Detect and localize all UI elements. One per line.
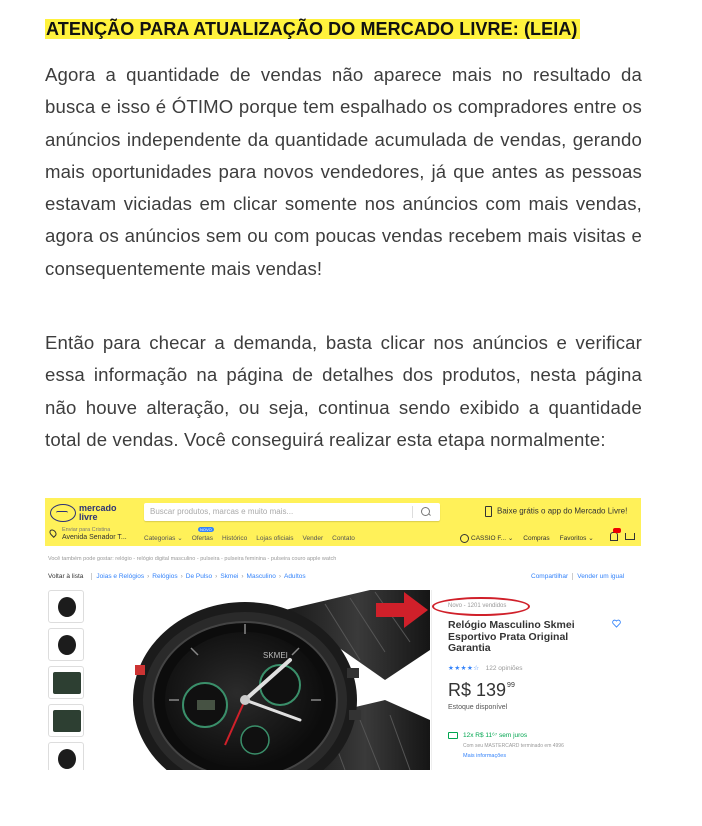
share-link[interactable]: Compartilhar [531, 573, 569, 581]
product-price [448, 680, 515, 701]
watch-thumbnail-image [53, 710, 81, 732]
credit-card-icon [448, 732, 458, 739]
more-info-link[interactable]: Mais informações [463, 753, 507, 759]
location-pin-icon [48, 528, 58, 538]
watch-thumbnail-image [58, 597, 76, 617]
chevron-right-icon: › [241, 573, 244, 581]
watch-thumbnail-image [53, 672, 81, 694]
notification-badge [613, 528, 621, 533]
nav-compras[interactable]: Compras [523, 535, 550, 543]
chevron-right-icon: › [180, 573, 183, 581]
price-cents: 99 [507, 682, 515, 689]
rating-stars: ★★★★☆ [448, 665, 480, 672]
red-arrow-annotation [376, 592, 428, 628]
breadcrumb-item[interactable]: Relógios [152, 573, 178, 581]
app-download-link[interactable] [485, 506, 627, 517]
thumbnail[interactable] [48, 704, 84, 737]
user-name: CASSIO F... ⌄ [471, 535, 514, 543]
watch-thumbnail-image [58, 635, 76, 655]
search-input[interactable] [144, 503, 440, 521]
product-title: Relógio Masculino Skmei Esportivo Prata Original Garantia [448, 619, 575, 654]
search-icon[interactable] [421, 507, 430, 516]
product-info-panel [431, 590, 641, 770]
share-divider [572, 573, 573, 580]
breadcrumb-item[interactable]: Adultos [283, 573, 306, 581]
ml-logo-text [79, 504, 117, 522]
back-to-list-link[interactable]: Voltar à lista [48, 573, 84, 581]
ml-logo[interactable] [50, 503, 118, 525]
search-divider [412, 506, 413, 518]
user-avatar-icon [460, 534, 469, 543]
review-count: 122 opiniões [485, 665, 523, 672]
article-heading-text: ATENÇÃO PARA ATUALIZAÇÃO DO MERCADO LIVRE: (LEIA) [46, 19, 578, 39]
logo-line-1: mercado [79, 503, 117, 513]
nav-categorias[interactable]: Categorias ⌄ [144, 535, 183, 542]
handshake-icon [50, 504, 76, 522]
heart-icon[interactable] [612, 619, 621, 628]
new-badge: NOVO [200, 527, 212, 532]
stock-status: Estoque disponível [448, 704, 508, 711]
breadcrumb-item[interactable]: Masculino [246, 573, 276, 581]
user-menu [460, 534, 604, 543]
user-account[interactable] [460, 535, 513, 542]
chevron-right-icon: › [147, 573, 150, 581]
breadcrumb-item[interactable]: De Pulso [185, 573, 213, 581]
ml-header [45, 498, 641, 546]
share-actions [531, 573, 624, 580]
breadcrumb [48, 573, 306, 580]
breadcrumb-divider [91, 573, 92, 580]
sell-same-link[interactable]: Vender um igual [577, 573, 625, 581]
thumbnail[interactable] [48, 628, 84, 661]
related-searches[interactable]: Você também pode gostar: relógio - relógio digital masculino - pulseira - pulseira feminina - pulseira couro apple watch [48, 556, 337, 562]
installments [448, 732, 527, 739]
search-placeholder: Buscar produtos, marcas e muito mais... [150, 507, 294, 516]
mercado-livre-screenshot [45, 498, 641, 770]
installments-text: 12x R$ 11⁶⁷ sem juros [463, 732, 528, 740]
svg-text:SKMEI: SKMEI [263, 651, 288, 660]
nav-contato[interactable]: Contato [332, 535, 355, 542]
article-heading [45, 17, 580, 41]
chevron-right-icon: › [215, 573, 218, 581]
location-address: Avenida Senador T... [62, 534, 127, 541]
watch-thumbnail-image [58, 749, 76, 769]
price-main: R$ 139 [448, 680, 507, 700]
cart-icon[interactable] [625, 533, 635, 540]
product-condition-sold: Novo - 1201 vendidos [448, 603, 507, 609]
location-label: Enviar para Cristina [62, 527, 111, 533]
breadcrumb-item[interactable]: Skmei [220, 573, 239, 581]
article-paragraph-2: Então para checar a demanda, basta clicar nos anúncios e verificar essa informação na página de detalhes dos produtos, nesta página não houve alteração, ou seja, continua sendo exibido a quantidade total de vendas. Você conseguirá realizar esta etapa normalmente: [45, 332, 642, 450]
main-nav [144, 534, 364, 542]
bell-icon[interactable] [610, 532, 618, 541]
logo-line-2: livre [79, 512, 98, 522]
thumbnail[interactable] [48, 742, 84, 770]
thumbnail[interactable] [48, 590, 84, 623]
chevron-right-icon: › [278, 573, 281, 581]
article-paragraph-1: Agora a quantidade de vendas não aparece mais no resultado da busca e isso é ÓTIMO porque tem espalhado os compradores entre os anúncios independente da quantidade acumulada de vendas, gerando mais oportunidades para novos vendedores, já que antes as pessoas estavam viciadas em clicar somente nos anúncios com mais vendas, agora os anúncios sem ou com poucas vendas recebem mais visitas e consequentemente mais vendas! [45, 64, 642, 279]
nav-vender[interactable]: Vender [302, 535, 324, 542]
app-promo-text: Baixe grátis o app do Mercado Livre! [497, 506, 628, 516]
nav-ofertas[interactable]: Ofertas [191, 535, 213, 542]
thumbnail[interactable] [48, 666, 84, 699]
nav-favoritos[interactable]: Favoritos ⌄ [559, 535, 594, 543]
nav-lojas-oficiais[interactable]: Lojas oficiais [256, 535, 294, 542]
card-info: Com seu MASTERCARD terminado em 4996 [463, 743, 564, 749]
breadcrumb-item[interactable]: Joias e Relógios [96, 573, 145, 581]
nav-historico[interactable]: Histórico [222, 535, 248, 542]
phone-icon [485, 506, 492, 517]
product-rating[interactable] [448, 664, 523, 672]
